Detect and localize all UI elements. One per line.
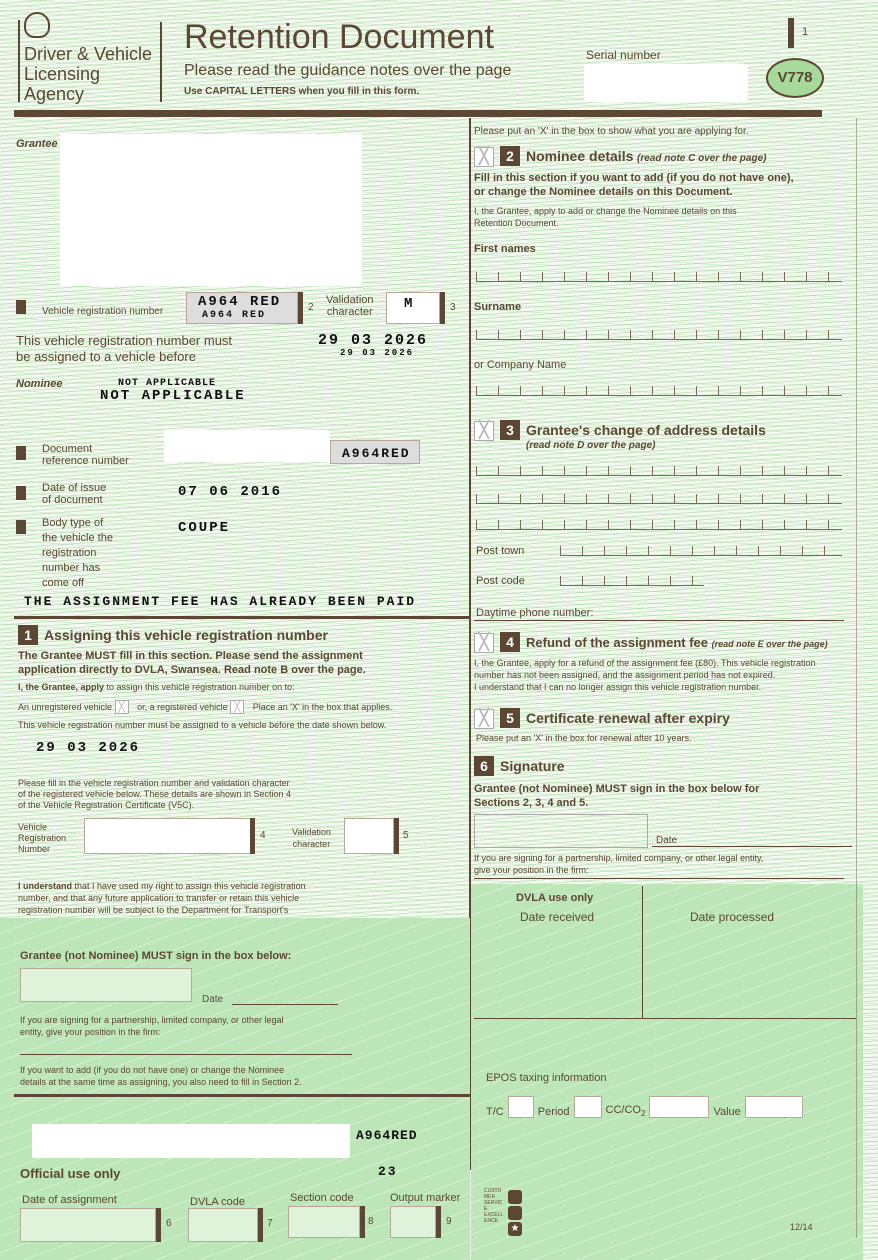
value-field[interactable] xyxy=(745,1096,803,1118)
section-title: Certificate renewal after expiry xyxy=(526,710,730,726)
tc-label: T/C xyxy=(486,1106,504,1118)
cc-label: CC/CO xyxy=(605,1103,641,1116)
co2-subscript: 2 xyxy=(640,1109,646,1118)
section-6-text xyxy=(474,782,759,810)
section-title: Grantee's change of address details xyxy=(526,422,766,438)
body-label-line: number has xyxy=(42,562,101,574)
fill-vrn-text xyxy=(18,778,291,811)
docref-label-1: Document xyxy=(42,443,93,455)
agency-line: Agency xyxy=(24,84,85,104)
instruction-bold: Use CAPITAL LETTERS xyxy=(184,86,296,97)
section-5-checkbox[interactable]: ╳ xyxy=(474,709,494,729)
section-1-date: 29 03 2026 xyxy=(36,740,141,756)
period-field[interactable] xyxy=(574,1096,602,1118)
refund-line: number has not been assigned, and the assignment period has not expired. xyxy=(474,670,776,680)
issue-label-1: Date of issue xyxy=(42,482,107,494)
epos-label: EPOS taxing information xyxy=(486,1072,607,1084)
partnership-line: If you are signing for a partnership, limited company, or other legal xyxy=(20,1015,284,1025)
section-title: Nominee details xyxy=(526,148,634,164)
grantee-signature-box[interactable] xyxy=(20,968,192,1002)
section-3-title xyxy=(474,420,766,441)
capitals-instruction xyxy=(184,86,419,97)
body-type-value: COUPE xyxy=(178,520,231,536)
company-label-text: or Company Name xyxy=(474,359,567,371)
val-label-line: Validation xyxy=(292,827,331,837)
instruction-rest: when you fill in this form. xyxy=(295,86,420,97)
customer-excellence-logo xyxy=(484,1188,526,1240)
date-label: Date xyxy=(202,994,224,1005)
body-label-line: registration xyxy=(42,547,97,559)
docref-label xyxy=(42,443,129,467)
nominee-add-line: details at the same time as assigning, you also need to fill in Section 2. xyxy=(20,1077,302,1087)
address-redaction xyxy=(32,1124,350,1158)
section-4-title xyxy=(474,632,828,653)
section-number: 3 xyxy=(500,420,520,440)
section-1-title xyxy=(18,625,328,645)
must-assign-line: be assigned to a vehicle before xyxy=(16,349,196,364)
section-3-checkbox[interactable]: ╳ xyxy=(474,421,494,441)
partnership-line: entity, give your position in the firm: xyxy=(20,1027,161,1037)
signature-line: Grantee (not Nominee) MUST sign in the box below for xyxy=(474,783,760,795)
validation-char-input[interactable] xyxy=(344,818,394,854)
cse-icon xyxy=(508,1206,522,1220)
fill-line: Fill in this section if you want to add (if you do not have one), xyxy=(474,172,794,184)
body-label-line: Body type of xyxy=(42,517,104,529)
must-line: application directly to DVLA, Swansea. Read note B over the page. xyxy=(18,664,366,676)
refund-line: I, the Grantee, apply for a refund of the assignment fee (£80). This vehicle registration xyxy=(474,658,816,668)
first-names-label: First names xyxy=(474,243,536,255)
period-label: Period xyxy=(537,1106,570,1118)
section-note: (read note E over the page) xyxy=(711,639,828,649)
before-date: 29 03 2026 xyxy=(318,332,429,349)
section-number: 4 xyxy=(500,632,520,652)
official-use-label: Official use only xyxy=(20,1166,121,1181)
nominee-label: Nominee xyxy=(16,378,63,390)
box-number-7: 7 xyxy=(267,1218,273,1229)
serial-label: Serial number xyxy=(586,48,661,62)
understand-bold: I understand xyxy=(18,881,73,891)
company-input[interactable] xyxy=(476,386,842,396)
surname-label: Surname xyxy=(474,301,522,313)
star-icon: ★ xyxy=(508,1222,522,1236)
partnership-text xyxy=(20,1014,283,1038)
fill-vrn-line: of the Vehicle Registration Certificate (V5C). xyxy=(18,800,195,810)
fill-line: or change the Nominee details on this Document. xyxy=(474,186,733,198)
cc-field[interactable] xyxy=(649,1096,709,1118)
docref-label-2: reference number xyxy=(42,455,129,467)
post-code-input[interactable] xyxy=(560,576,704,586)
must-assign-line: This vehicle registration number must xyxy=(16,333,233,348)
nominee-add-text xyxy=(20,1064,302,1088)
apply-line: I, the Grantee, apply to add or change the Nominee details on this xyxy=(474,206,737,216)
must-before-text: This vehicle registration number must be assigned to a vehicle before the date shown below. xyxy=(18,720,387,730)
apply-line: Retention Document. xyxy=(474,218,559,228)
address-line-2[interactable] xyxy=(476,494,842,504)
section-6-title xyxy=(474,756,565,776)
box-number-6: 6 xyxy=(166,1218,172,1229)
validation-label-1: Validation xyxy=(326,294,374,306)
bottom-number: 23 xyxy=(378,1164,398,1179)
partnership-line: give your position in the firm: xyxy=(474,865,589,875)
validation-label xyxy=(326,294,374,318)
body-type-label xyxy=(42,516,113,591)
must-line: The Grantee MUST fill in this section. Please send the assignment xyxy=(18,650,363,662)
validation-value: M xyxy=(404,296,415,312)
address-line-1[interactable] xyxy=(476,466,842,476)
val-label-line: character xyxy=(292,839,331,849)
first-names-input[interactable] xyxy=(476,272,842,282)
must-assign-text xyxy=(16,333,232,365)
section-note: (read note C over the page) xyxy=(637,153,767,164)
registered-label: or, a registered vehicle xyxy=(137,702,228,712)
please-x-text: Please put an 'X' in the box to show what you are applying for. xyxy=(474,126,749,137)
veh-label-line: Registration xyxy=(18,833,67,843)
box-number-9: 9 xyxy=(446,1216,452,1227)
box-number-3: 3 xyxy=(450,302,456,313)
form-version: 12/14 xyxy=(790,1222,813,1232)
section-title: Refund of the assignment fee xyxy=(526,635,709,650)
daytime-phone-label: Daytime phone number: xyxy=(476,607,594,619)
grantee-sign-label: Grantee (not Nominee) MUST sign in the box below: xyxy=(20,950,292,962)
vrn-value: A964 RED xyxy=(198,294,282,310)
understand-rest: that I have used my right to assign this vehicle registration xyxy=(72,881,306,891)
box-number-4: 4 xyxy=(260,830,266,841)
section-1-must xyxy=(18,649,366,677)
understand-line: number, and that any future application to transfer or retain this vehicle xyxy=(18,893,300,903)
section-2-apply xyxy=(474,205,737,229)
refund-line: I understand that I can no longer assign this vehicle registration number. xyxy=(474,682,762,692)
subtitle: Please read the guidance notes over the page xyxy=(184,62,512,79)
fill-vrn-line: of the registered vehicle below. These details are shown in Section 4 xyxy=(18,789,291,799)
company-label xyxy=(474,359,566,371)
section-title: Signature xyxy=(500,758,565,774)
section-number: 5 xyxy=(500,708,520,728)
section-number: 2 xyxy=(500,146,520,166)
post-code-label: Post code xyxy=(476,575,525,587)
signature-line: Sections 2, 3, 4 and 5. xyxy=(474,797,589,809)
post-town-label: Post town xyxy=(476,545,525,557)
date-assignment-label: Date of assignment xyxy=(22,1194,117,1206)
section-3-note: (read note D over the page) xyxy=(526,440,656,451)
section-number: 1 xyxy=(18,625,38,645)
page-title: Retention Document xyxy=(184,18,494,56)
bottom-ref-value: A964RED xyxy=(356,1128,418,1143)
dvla-use-label: DVLA use only xyxy=(516,892,594,904)
epos-row xyxy=(486,1096,803,1118)
vehicle-reg-input[interactable] xyxy=(84,818,252,854)
section-2-title xyxy=(474,146,766,167)
section-code-label: Section code xyxy=(290,1192,354,1204)
section-title: Assigning this vehicle registration number xyxy=(44,627,328,643)
grantee-address-box xyxy=(60,134,362,286)
fee-paid-text: THE ASSIGNMENT FEE HAS ALREADY BEEN PAID xyxy=(24,594,417,609)
validation-char-label xyxy=(292,826,331,850)
registered-checkbox[interactable]: ╳ xyxy=(230,700,244,714)
section-4-checkbox[interactable]: ╳ xyxy=(474,633,494,653)
issue-label xyxy=(42,482,106,506)
vrn-label: Vehicle registration number xyxy=(42,306,164,317)
fill-vrn-line: Please fill in the vehicle registration number and validation character xyxy=(18,778,290,788)
validation-label-2: character xyxy=(326,306,373,318)
understand-line: registration number will be subject to the Department for Transport's xyxy=(18,905,289,915)
surname-input[interactable] xyxy=(476,330,842,340)
section-2-checkbox[interactable]: ╳ xyxy=(474,147,494,167)
output-marker-label: Output marker xyxy=(390,1192,461,1204)
docref-box xyxy=(164,430,330,462)
date-processed-label: Date processed xyxy=(690,910,775,924)
dvla-code-field[interactable] xyxy=(188,1208,258,1242)
box-number-2: 2 xyxy=(308,302,314,313)
vehicle-reg-label xyxy=(18,822,66,855)
nominee-add-line: If you want to add (if you do not have one) or change the Nominee xyxy=(20,1065,285,1075)
date-received-label: Date received xyxy=(520,910,595,924)
customer-excellence-text: CUSTOMER SERVICE EXCELLENCE xyxy=(484,1188,504,1224)
issue-date: 07 06 2016 xyxy=(178,484,283,500)
apply-bold: I, the Grantee, apply xyxy=(18,682,105,692)
partnership-line: If you are signing for a partnership, limited company, or other legal entity, xyxy=(474,853,764,863)
body-label-line: the vehicle the xyxy=(42,532,113,544)
serial-number-field xyxy=(584,64,748,102)
vehicle-type-row xyxy=(18,700,392,714)
form-code: V778 xyxy=(777,69,813,86)
date-assignment-field[interactable] xyxy=(20,1208,156,1242)
issue-label-2: of document xyxy=(42,494,103,506)
section-6-signature-box[interactable] xyxy=(474,814,648,848)
dvla-code-label: DVLA code xyxy=(190,1196,246,1208)
section-4-text xyxy=(474,657,816,693)
output-marker-field[interactable] xyxy=(390,1206,436,1238)
form-code-badge xyxy=(766,58,824,98)
section-code-field[interactable] xyxy=(288,1206,360,1238)
veh-label-line: Vehicle xyxy=(18,822,48,832)
crest-icon xyxy=(24,12,50,38)
play-icon xyxy=(508,1190,522,1204)
grantee-label: Grantee xyxy=(16,138,58,150)
agency-line: Licensing xyxy=(24,64,101,84)
docref-value: A964RED xyxy=(342,446,411,461)
agency-line: Driver & Vehicle xyxy=(24,44,153,64)
nominee-value-small: NOT APPLICABLE xyxy=(118,378,217,389)
agency-name xyxy=(24,44,152,104)
page-number: 1 xyxy=(802,26,809,38)
value-label: Value xyxy=(713,1106,741,1118)
place-x-label: Place an 'X' in the box that applies. xyxy=(252,702,393,712)
section-5-title xyxy=(474,708,730,729)
unregistered-label: An unregistered vehicle xyxy=(18,702,113,712)
tc-field[interactable] xyxy=(508,1096,534,1118)
apply-rest: to assign this vehicle registration number on to: xyxy=(104,682,295,692)
veh-label-line: Number xyxy=(18,844,51,854)
body-label-line: come off xyxy=(42,577,84,589)
address-line-3[interactable] xyxy=(476,520,842,530)
box-number-8: 8 xyxy=(368,1216,374,1227)
post-town-input[interactable] xyxy=(560,546,842,556)
section-1-apply xyxy=(18,682,295,692)
section-5-text: Please put an 'X' in the box for renewal after 10 years. xyxy=(476,733,692,743)
section-number: 6 xyxy=(474,756,494,776)
section-6-partnership xyxy=(474,852,763,876)
before-date-small: 29 03 2026 xyxy=(340,348,415,358)
box-number-5: 5 xyxy=(403,830,409,841)
unregistered-checkbox[interactable]: ╳ xyxy=(115,700,129,714)
section-6-date-label: Date xyxy=(656,835,678,846)
vrn-value-small: A964 RED xyxy=(202,310,267,321)
section-2-fill xyxy=(474,171,794,199)
nominee-value: NOT APPLICABLE xyxy=(100,388,246,404)
